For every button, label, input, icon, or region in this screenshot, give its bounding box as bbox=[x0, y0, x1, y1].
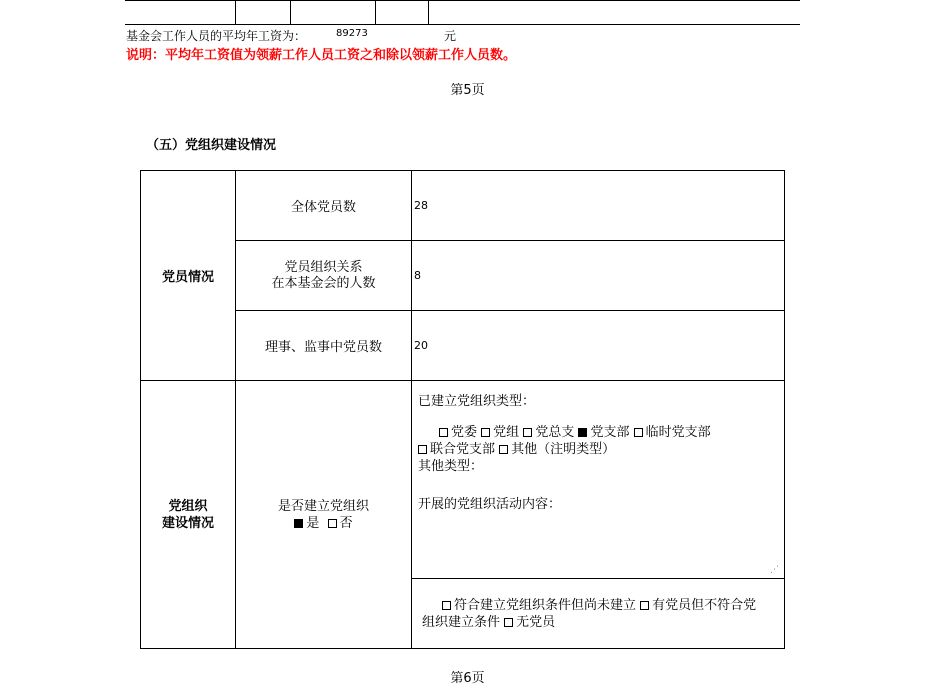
org-established-question-label: 是否建立党组织 bbox=[277, 498, 369, 514]
org-established-question bbox=[235, 380, 411, 648]
table-rule bbox=[290, 0, 291, 25]
board-members-value[interactable]: 20 bbox=[411, 310, 785, 380]
local-members-value[interactable]: 8 bbox=[411, 240, 785, 310]
type-other-checkbox[interactable] bbox=[499, 445, 508, 454]
average-salary-line bbox=[126, 27, 457, 44]
type-branch-checkbox[interactable] bbox=[578, 428, 587, 437]
local-members-label bbox=[235, 240, 411, 310]
type-party-committee-checkbox[interactable] bbox=[439, 428, 448, 437]
members-group-label: 党员情况 bbox=[161, 270, 214, 285]
type-option-label: 临时党支部 bbox=[645, 425, 711, 440]
salary-note: 说明：平均年工资值为领薪工作人员工资之和除以领薪工作人员数。 bbox=[126, 48, 517, 63]
org-established-choices bbox=[294, 515, 352, 532]
board-members-label: 理事、监事中党员数 bbox=[235, 310, 411, 380]
total-members-label: 全体党员数 bbox=[235, 171, 411, 240]
not-built-eligible-checkbox[interactable] bbox=[442, 601, 451, 610]
table-rule bbox=[428, 0, 429, 25]
total-members-value[interactable]: 28 bbox=[411, 171, 785, 240]
not-built-option-label: 有党员但不符合党组织建立条件 bbox=[422, 598, 757, 630]
org-not-built-cell bbox=[411, 578, 785, 648]
yes-checkbox[interactable] bbox=[294, 519, 303, 528]
org-details-cell[interactable] bbox=[411, 380, 785, 578]
type-joint-branch-checkbox[interactable] bbox=[418, 445, 427, 454]
page-number-6: 第6页 bbox=[450, 671, 485, 686]
previous-table-fragment bbox=[125, 0, 800, 25]
section-title: （五）党组织建设情况 bbox=[146, 138, 277, 153]
page-number-5: 第5页 bbox=[450, 83, 485, 98]
org-types-heading: 已建立党组织类型： bbox=[418, 394, 536, 409]
resize-grip-icon[interactable]: ⋰ bbox=[770, 565, 779, 575]
activities-label: 开展的党组织活动内容： bbox=[418, 497, 562, 512]
type-option-label: 党总支 bbox=[535, 425, 575, 440]
not-built-ineligible-checkbox[interactable] bbox=[640, 601, 649, 610]
type-option-label: 联合党支部 bbox=[430, 442, 496, 457]
average-salary-label: 基金会工作人员的平均年工资为： bbox=[126, 29, 307, 43]
type-party-group-checkbox[interactable] bbox=[481, 428, 490, 437]
local-members-label-line2: 在本基金会的人数 bbox=[271, 275, 376, 291]
other-types-label: 其他类型： bbox=[418, 459, 484, 474]
table-rule bbox=[375, 0, 376, 25]
table-rule bbox=[235, 0, 236, 25]
org-group-label-line2: 建设情况 bbox=[161, 515, 214, 531]
type-option-label: 其他（注明类型） bbox=[511, 442, 616, 457]
type-general-branch-checkbox[interactable] bbox=[523, 428, 532, 437]
type-option-label: 党支部 bbox=[590, 425, 630, 440]
org-group-label-line1: 党组织 bbox=[168, 498, 208, 514]
org-type-options bbox=[418, 424, 779, 441]
table-rule bbox=[125, 24, 800, 25]
no-checkbox[interactable] bbox=[328, 519, 337, 528]
type-temporary-branch-checkbox[interactable] bbox=[634, 428, 643, 437]
org-types-block bbox=[418, 393, 779, 475]
not-built-option-label: 符合建立党组织条件但尚未建立 bbox=[454, 598, 637, 613]
type-option-label: 党组 bbox=[493, 425, 520, 440]
org-group-label bbox=[141, 380, 235, 648]
table-rule bbox=[125, 0, 800, 1]
no-members-checkbox[interactable] bbox=[504, 618, 513, 627]
not-built-options bbox=[422, 597, 767, 631]
average-salary-unit: 元 bbox=[444, 29, 457, 43]
local-members-label-line1: 党员组织关系 bbox=[284, 259, 363, 275]
no-label: 否 bbox=[339, 515, 353, 531]
org-type-options-row2 bbox=[418, 441, 779, 458]
average-salary-value[interactable]: 89273 bbox=[336, 28, 368, 39]
party-organization-table bbox=[140, 170, 785, 649]
not-built-option-label: 无党员 bbox=[516, 615, 556, 630]
type-option-label: 党委 bbox=[451, 425, 478, 440]
yes-label: 是 bbox=[306, 515, 320, 531]
